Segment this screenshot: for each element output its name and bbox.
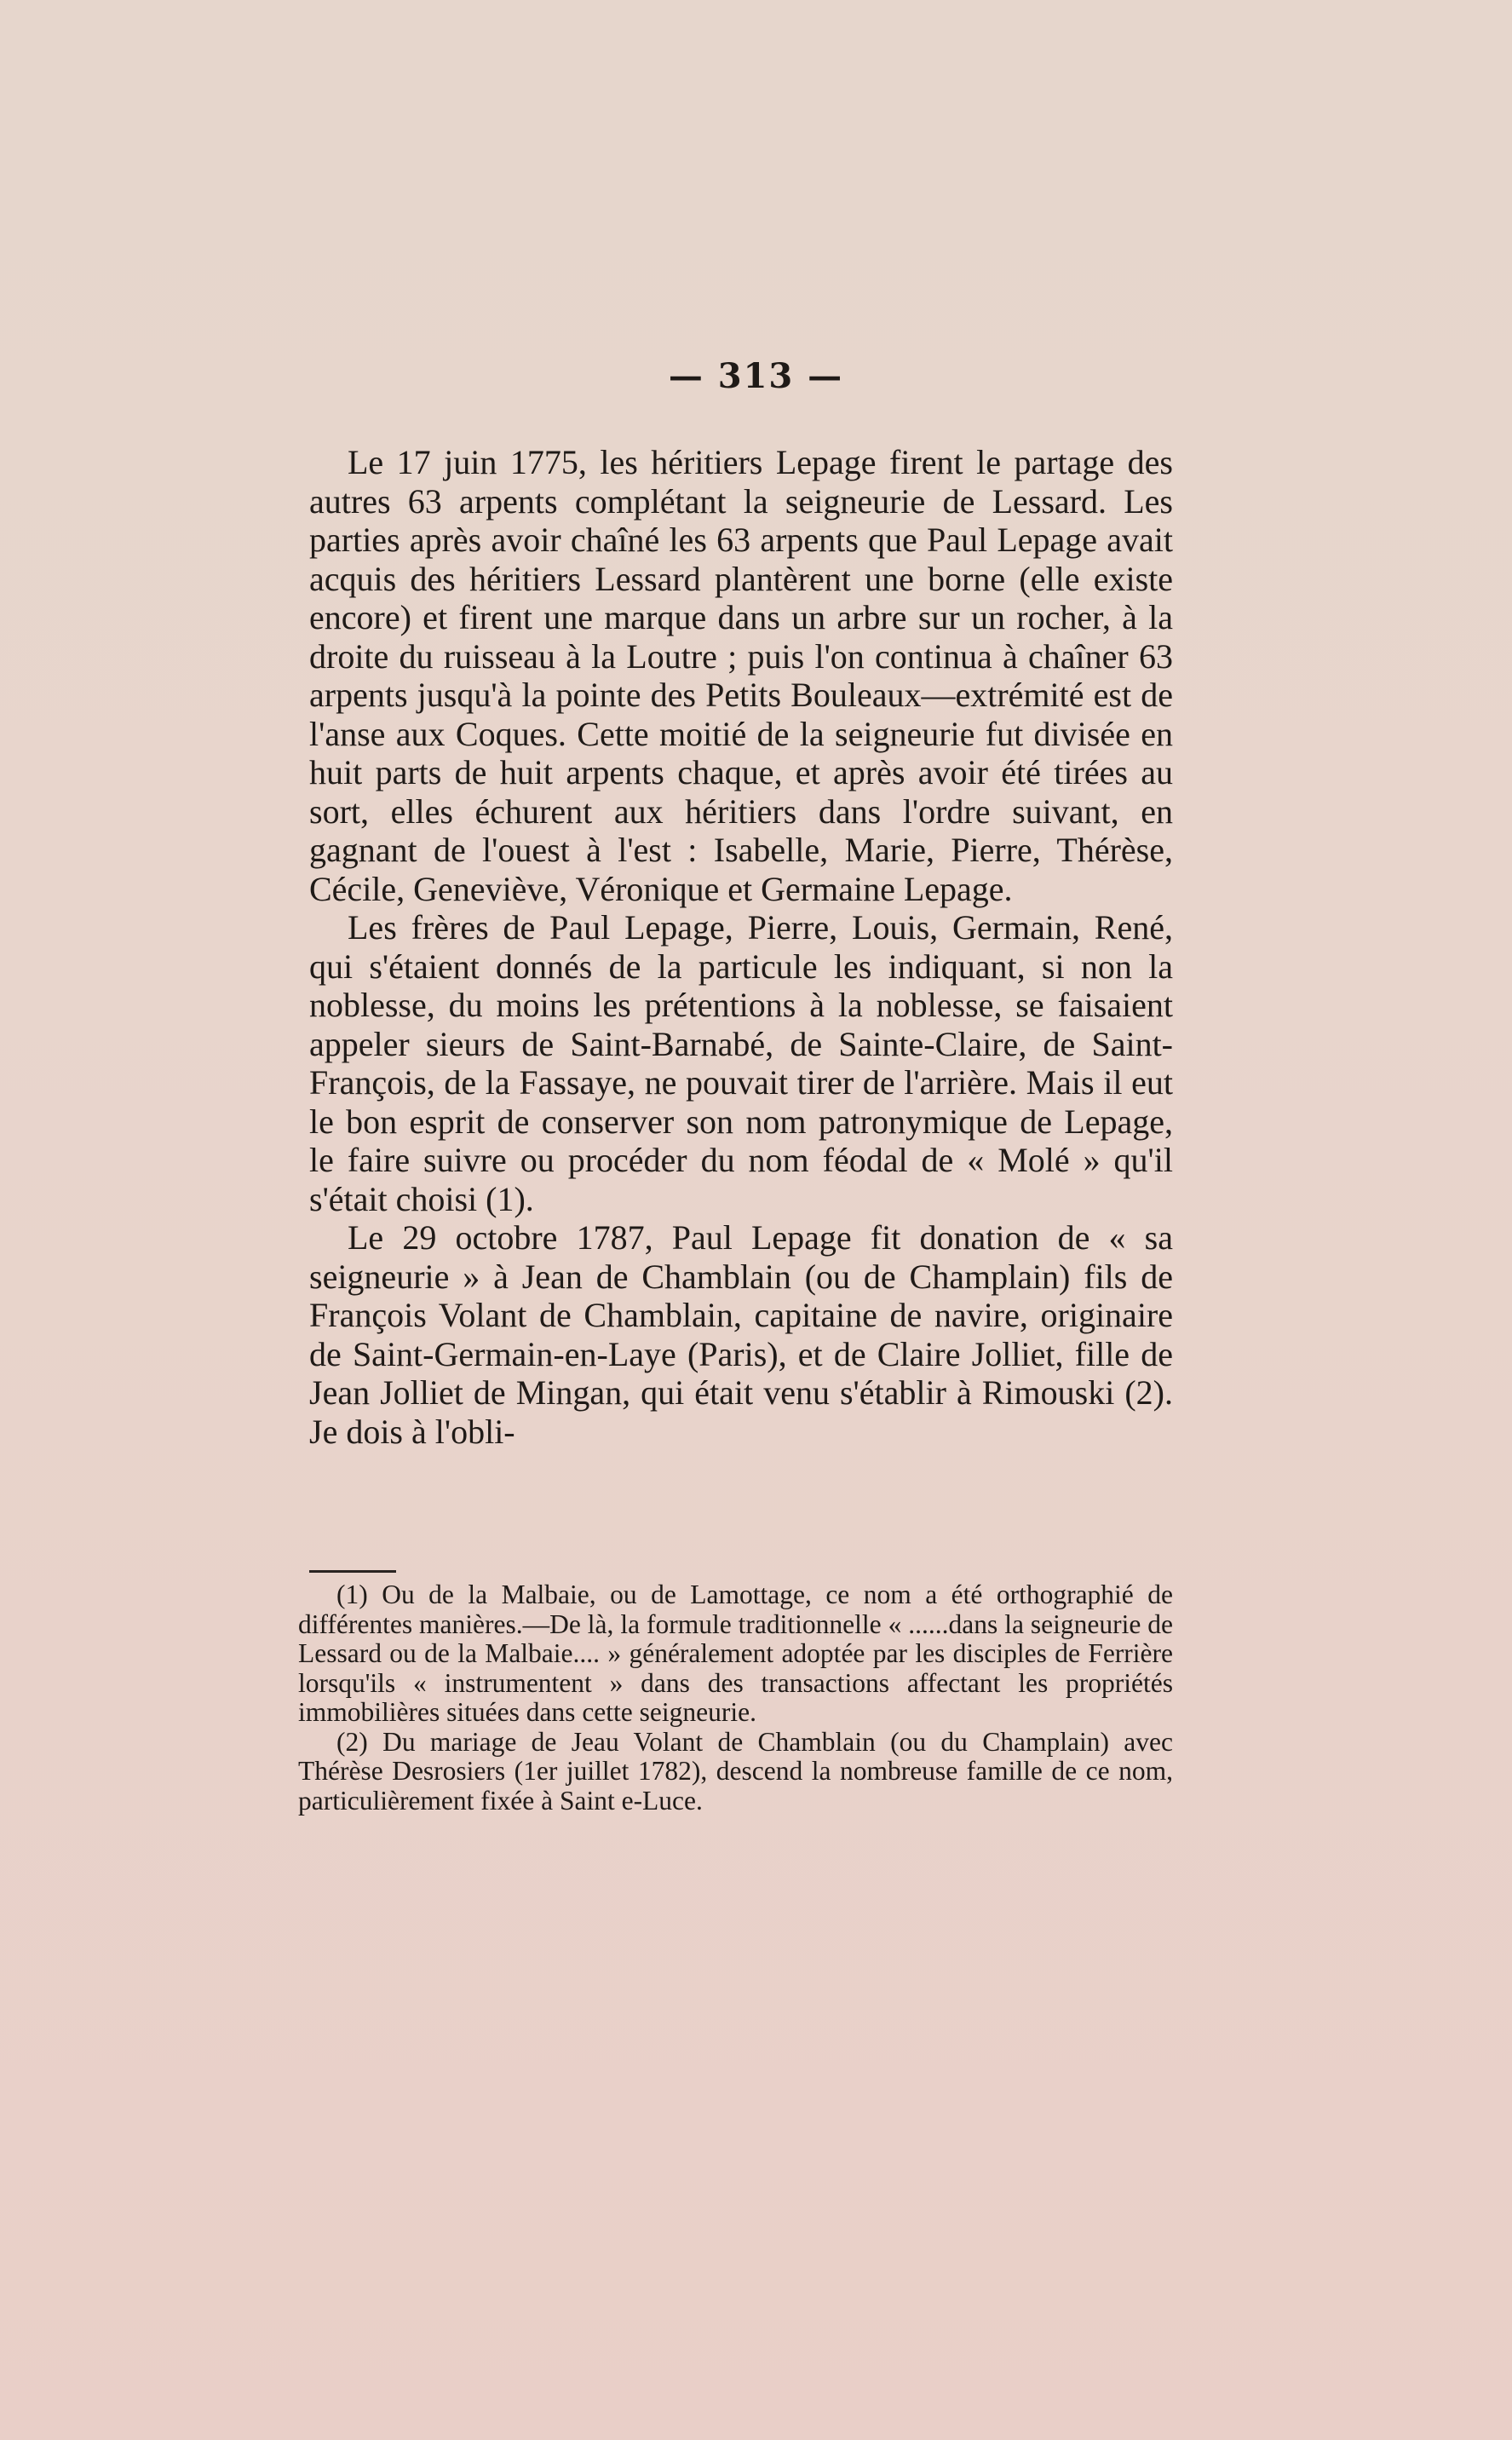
footnote-1-label: (1) — [336, 1580, 368, 1609]
footnote-2-text: Du mariage de Jeau Volant de Chamblain (ou du Champlain) avec Thérèse Desrosiers (1er juillet 1782), descend la nombreuse famille de ce nom, particulièrement fixée à Saint e-Luce. — [298, 1726, 1174, 1816]
footnote-2-label: (2) — [336, 1726, 368, 1757]
paragraph-2: Les frères de Paul Lepage, Pierre, Louis, Germain, René, qui s'étaient donnés de la particule les indiquant, si non la noblesse, du moins les prétentions à la noblesse, se faisaient appeler sieurs de Saint-Barnabé, de Sainte-Claire, de Saint-François, de la Fassaye, ne pouvait tirer de l'arrière. Mais il eut le bon esprit de conserver son nom patronymique de Lepage, le faire suivre ou procéder du nom féodal de « Molé » qu'il s'était choisi (1). — [309, 908, 1173, 1218]
footnote-1-text: Ou de la Malbaie, ou de Lamottage, ce nom a été orthographié de différentes manières.—De là, la formule traditionnelle « ......dans la seigneurie de Lessard ou de la Malbaie.... » généralement adoptée par les disciples de Ferrière lorsqu'ils « instrumentent » dans des transactions affectant les propriétés immobilières situées dans cette seigneurie. — [298, 1580, 1173, 1727]
paragraph-1: Le 17 juin 1775, les héritiers Lepage firent le partage des autres 63 arpents complétant la seigneurie de Lessard. Les parties après avoir chaîné les 63 arpents que Paul Lepage avait acquis des héritiers Lessard plantèrent une borne (elle existe encore) et firent une marque dans un arbre sur un rocher, à la droite du ruisseau à la Loutre ; puis l'on continua à chaîner 63 arpents jusqu'à la pointe des Petits Bouleaux—extrémité est de l'anse aux Coques. Cette moitié de la seigneurie fut divisée en huit parts de huit arpents chaque, et après avoir été tirées au sort, elles échurent aux héritiers dans l'ordre suivant, en gagnant de l'ouest à l'est : Isabelle, Marie, Pierre, Thérèse, Cécile, Geneviève, Véronique et Germaine Lepage. — [309, 443, 1173, 908]
footnote-divider — [309, 1570, 396, 1573]
paragraph-3: Le 29 octobre 1787, Paul Lepage fit donation de « sa seigneurie » à Jean de Chamblain (ou de Champlain) fils de François Volant de Chamblain, capitaine de navire, originaire de Saint-Germain-en-Laye (Paris), et de Claire Jolliet, fille de Jean Jolliet de Mingan, qui était venu s'établir à Rimouski (2). Je dois à l'obli- — [309, 1218, 1173, 1451]
footnote-2 — [298, 1728, 1173, 1816]
page-number: — 313 — — [668, 356, 844, 396]
footnote-1 — [298, 1580, 1173, 1728]
footnotes — [298, 1580, 1173, 1816]
main-text — [309, 443, 1173, 1451]
